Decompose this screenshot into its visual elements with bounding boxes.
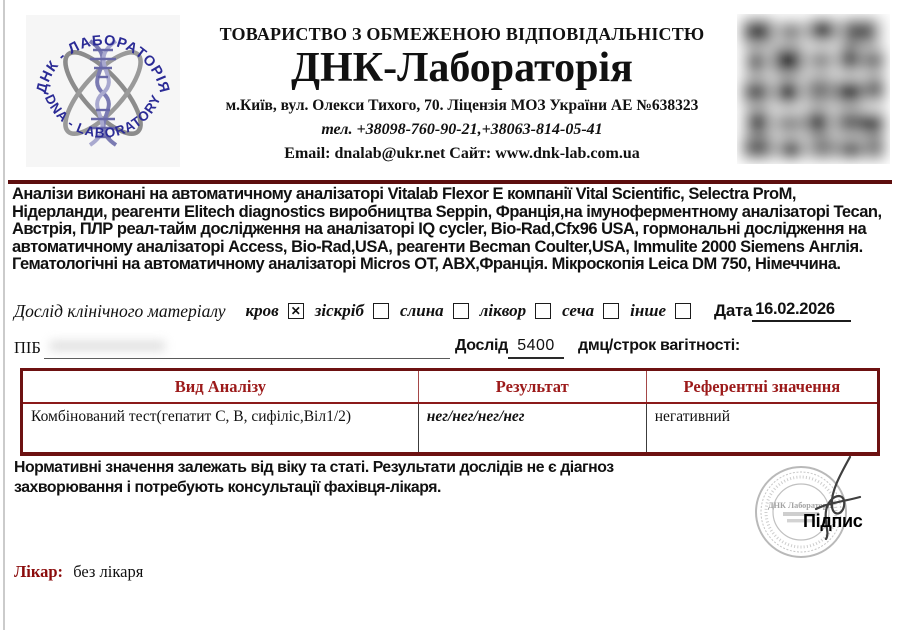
company-type: ТОВАРИСТВО З ОБМЕЖЕНОЮ ВІДПОВІДАЛЬНІСТЮ (219, 24, 705, 44)
option-label: інше (630, 301, 667, 320)
cycle-label: дмц/строк вагітності: (578, 337, 740, 354)
svg-text:DNA - LABORATORY (42, 92, 164, 141)
cell-analysis: Комбінований тест(гепатит С, В, сифіліс,Віл1/2) (22, 403, 419, 454)
option-label: кров (245, 301, 279, 320)
option-label: зіскріб (314, 301, 364, 320)
signature-label: Підпис (803, 511, 863, 531)
specimen-option-blood (246, 301, 304, 321)
company-phones: тел. +38098-760-90-21,+38063-814-05-41 (321, 121, 603, 138)
checkbox-scrape-icon (373, 303, 389, 319)
test-label: Дослід (455, 337, 509, 354)
dna-laboratory-logo (26, 15, 180, 167)
checkbox-other-icon (675, 303, 691, 319)
patient-line (0, 336, 900, 362)
checkbox-urine-icon (603, 303, 619, 319)
logo-bottom-arc-text: DNA - LABORATORY (41, 91, 165, 141)
patient-name-label: ПІБ (14, 338, 41, 357)
letterhead (192, 24, 732, 163)
dna-logo-icon (26, 15, 180, 167)
doctor-line (14, 562, 143, 582)
maroon-divider (8, 180, 892, 184)
column-reference: Референтні значення (646, 370, 878, 404)
column-result: Результат (418, 370, 646, 404)
company-contacts: Email: dnalab@ukr.net Сайт: www.dnk-lab.com.ua (284, 145, 640, 162)
redacted-name-smudge (50, 341, 165, 351)
logo-top-arc-text: ДНК - ЛАБОРАТОРІЯ (33, 32, 173, 96)
cell-reference: негативний (646, 403, 878, 454)
specimen-option-saliva (400, 301, 469, 321)
specimen-option-scrape (315, 301, 389, 321)
scan-edge-line (3, 0, 5, 630)
test-number: 5400 (508, 337, 564, 359)
specimen-option-liquor (480, 301, 551, 321)
company-address: м.Київ, вул. Олекси Тихого, 70. Ліцензія МОЗ України АЕ №638323 (225, 97, 699, 114)
specimen-label: Дослід клінічного матеріалу (14, 300, 226, 321)
doctor-label: Лікар: (14, 562, 64, 581)
specimen-line (14, 298, 890, 324)
doctor-value: без лікаря (73, 562, 144, 581)
company-name: ДНК-Лабораторія (291, 45, 633, 91)
patient-name-field (44, 336, 450, 359)
results-table (20, 368, 880, 456)
checkbox-blood-icon: ✕ (288, 303, 304, 319)
date-value: 16.02.2026 (752, 300, 851, 322)
column-analysis-type: Вид Аналізу (22, 370, 419, 404)
equipment-note: Аналізи виконані на автоматичному аналізаторі Vitalab Flexor E компанії Vital Scientific, Selectra ProM, Нідерланди, реагенти Elitech diagnostics виробництва Seppin, Франція,на імуноферментному аналізаторі Tecan, Австрія, ПЛР реал-тайм дослідження на аналізаторі IQ cycler, Bio-Rad,Cfx96 USA, гормональні дослідження на автоматичному аналізаторі Access, Bio-Rad,USA, реагенти Becman Coulter,USA, Immulite 2000 Siemens Англія. Гематологічні на автоматичному аналізаторі Micros OT, ABX,Франція. Мікроскопія Leica DM 750, Німеччина. (12, 185, 882, 273)
option-label: слина (399, 301, 444, 320)
results-header-row (22, 370, 879, 404)
stamp-signature-area (750, 455, 896, 555)
checkbox-liquor-icon (535, 303, 551, 319)
table-row (22, 403, 879, 454)
option-label: ліквор (479, 301, 527, 320)
specimen-option-other (630, 301, 691, 321)
specimen-option-urine (562, 301, 619, 321)
cell-result: нег/нег/нег/нег (418, 403, 646, 454)
stamp-center-text: ДНК Лабораторія (768, 501, 834, 510)
disclaimer-note: Нормативні значення залежать від віку та статі. Результати дослідів не є діагноз захворювання і потребують консультації фахівця-лікаря. (14, 459, 614, 496)
blurred-qr-code-icon (737, 14, 890, 164)
option-label: сеча (562, 301, 595, 320)
date-label: Дата (714, 301, 753, 320)
checkbox-saliva-icon (453, 303, 469, 319)
